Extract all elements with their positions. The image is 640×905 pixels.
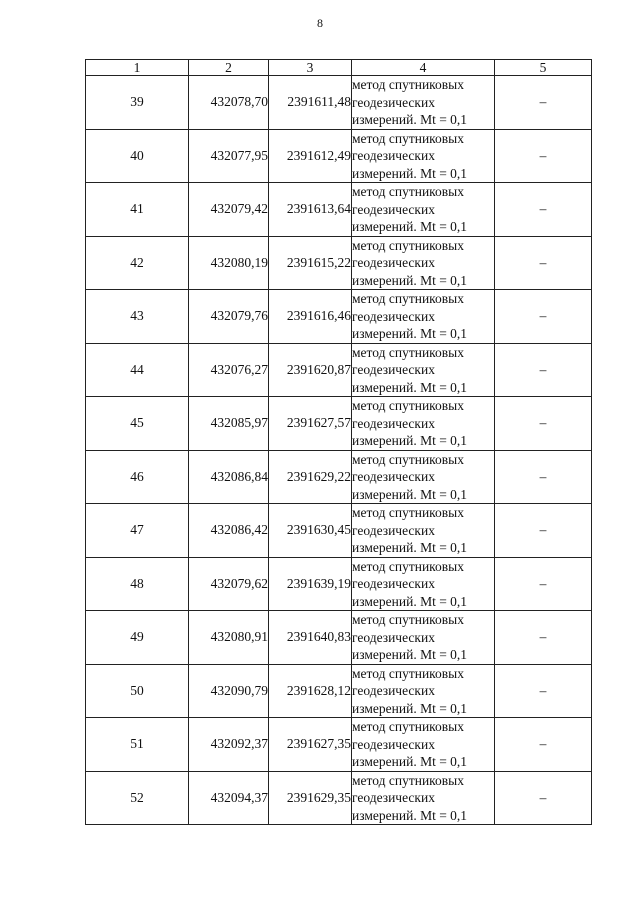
note-cell: – — [495, 76, 592, 130]
x-coordinate-cell: 432090,79 — [189, 664, 269, 718]
method-line: измерений. Mt = 0,1 — [352, 326, 468, 341]
method-line: метод спутниковых — [352, 772, 464, 788]
note-cell: – — [495, 771, 592, 825]
method-line: измерений. Mt = 0,1 — [352, 700, 468, 716]
method-line: измерений. Mt = 0,1 — [352, 807, 468, 823]
point-number-cell: 50 — [86, 664, 189, 718]
method-cell — [352, 236, 495, 290]
method-line: измерений. Mt = 0,1 — [352, 165, 468, 181]
x-coordinate-cell: 432085,97 — [189, 397, 269, 451]
method-line: метод спутниковых — [352, 665, 464, 681]
table-row — [86, 343, 592, 397]
point-number-cell: 44 — [86, 343, 189, 397]
point-number-cell: 41 — [86, 183, 189, 237]
method-line: измерений. Mt = 0,1 — [352, 647, 468, 662]
y-coordinate-cell: 2391627,35 — [269, 718, 352, 772]
method-cell — [352, 183, 495, 237]
table-row — [86, 611, 592, 665]
method-cell — [352, 504, 495, 558]
page-number: 8 — [317, 16, 323, 30]
method-cell — [352, 129, 495, 183]
note-cell: – — [495, 718, 592, 772]
coordinates-table — [85, 59, 592, 825]
table-row — [86, 450, 592, 504]
method-line: измерений. Mt = 0,1 — [352, 112, 468, 127]
note-cell: – — [495, 183, 592, 237]
x-coordinate-cell: 432079,76 — [189, 290, 269, 344]
method-line: метод спутниковых — [352, 398, 464, 413]
method-line: метод спутниковых — [352, 612, 464, 627]
note-cell: – — [495, 557, 592, 611]
point-number-cell: 39 — [86, 76, 189, 130]
point-number-cell: 47 — [86, 504, 189, 558]
table-row — [86, 504, 592, 558]
method-line: геодезических — [352, 255, 435, 270]
table-row — [86, 129, 592, 183]
method-line: метод спутниковых — [352, 558, 464, 574]
method-line: метод спутниковых — [352, 719, 464, 734]
note-cell: – — [495, 129, 592, 183]
table-row — [86, 664, 592, 718]
method-cell — [352, 771, 495, 825]
method-line: измерений. Mt = 0,1 — [352, 433, 468, 448]
point-number-cell: 48 — [86, 557, 189, 611]
note-cell: – — [495, 664, 592, 718]
method-line: геодезических — [352, 362, 435, 377]
x-coordinate-cell: 432080,19 — [189, 236, 269, 290]
method-line: измерений. Mt = 0,1 — [352, 754, 468, 769]
method-line: метод спутниковых — [352, 505, 464, 520]
method-cell — [352, 343, 495, 397]
method-line: измерений. Mt = 0,1 — [352, 593, 468, 609]
y-coordinate-cell: 2391629,35 — [269, 771, 352, 825]
method-line: геодезических — [352, 629, 435, 645]
x-coordinate-cell: 432080,91 — [189, 611, 269, 665]
table-row — [86, 771, 592, 825]
table-row — [86, 76, 592, 130]
method-line: измерений. Mt = 0,1 — [352, 219, 468, 234]
method-line: метод спутниковых — [352, 184, 464, 199]
method-line: геодезических — [352, 94, 435, 110]
y-coordinate-cell: 2391612,49 — [269, 129, 352, 183]
x-coordinate-cell: 432086,84 — [189, 450, 269, 504]
table-header-row — [86, 60, 592, 76]
method-line: геодезических — [352, 790, 435, 805]
y-coordinate-cell: 2391620,87 — [269, 343, 352, 397]
method-line: геодезических — [352, 522, 435, 538]
x-coordinate-cell: 432094,37 — [189, 771, 269, 825]
table-row — [86, 183, 592, 237]
method-cell — [352, 290, 495, 344]
x-coordinate-cell: 432086,42 — [189, 504, 269, 558]
method-line: измерений. Mt = 0,1 — [352, 486, 468, 502]
table-row — [86, 557, 592, 611]
column-header-5: 5 — [495, 60, 592, 76]
column-header-1: 1 — [86, 60, 189, 76]
table-row — [86, 397, 592, 451]
note-cell: – — [495, 290, 592, 344]
x-coordinate-cell: 432078,70 — [189, 76, 269, 130]
note-cell: – — [495, 504, 592, 558]
point-number-cell: 51 — [86, 718, 189, 772]
method-line: метод спутниковых — [352, 130, 464, 146]
x-coordinate-cell: 432077,95 — [189, 129, 269, 183]
method-line: измерений. Mt = 0,1 — [352, 540, 468, 555]
note-cell: – — [495, 236, 592, 290]
method-cell — [352, 557, 495, 611]
note-cell: – — [495, 450, 592, 504]
x-coordinate-cell: 432079,42 — [189, 183, 269, 237]
method-line: геодезических — [352, 148, 435, 163]
method-line: геодезических — [352, 415, 435, 431]
method-line: геодезических — [352, 576, 435, 591]
method-line: метод спутниковых — [352, 77, 464, 92]
y-coordinate-cell: 2391611,48 — [269, 76, 352, 130]
y-coordinate-cell: 2391613,64 — [269, 183, 352, 237]
column-header-4: 4 — [352, 60, 495, 76]
method-cell — [352, 397, 495, 451]
method-line: измерений. Mt = 0,1 — [352, 379, 468, 395]
y-coordinate-cell: 2391628,12 — [269, 664, 352, 718]
table-row — [86, 236, 592, 290]
y-coordinate-cell: 2391627,57 — [269, 397, 352, 451]
x-coordinate-cell: 432092,37 — [189, 718, 269, 772]
method-line: измерений. Mt = 0,1 — [352, 272, 468, 288]
method-cell — [352, 664, 495, 718]
column-header-3: 3 — [269, 60, 352, 76]
point-number-cell: 42 — [86, 236, 189, 290]
column-header-2: 2 — [189, 60, 269, 76]
method-cell — [352, 76, 495, 130]
method-cell — [352, 611, 495, 665]
x-coordinate-cell: 432076,27 — [189, 343, 269, 397]
method-line: геодезических — [352, 469, 435, 484]
table-row — [86, 290, 592, 344]
method-line: метод спутниковых — [352, 291, 464, 306]
x-coordinate-cell: 432079,62 — [189, 557, 269, 611]
point-number-cell: 46 — [86, 450, 189, 504]
point-number-cell: 45 — [86, 397, 189, 451]
method-cell — [352, 718, 495, 772]
point-number-cell: 52 — [86, 771, 189, 825]
method-line: геодезических — [352, 201, 435, 217]
method-cell — [352, 450, 495, 504]
y-coordinate-cell: 2391640,83 — [269, 611, 352, 665]
method-line: геодезических — [352, 736, 435, 752]
point-number-cell: 43 — [86, 290, 189, 344]
table-row — [86, 718, 592, 772]
method-line: геодезических — [352, 683, 435, 698]
table-body — [86, 76, 592, 825]
note-cell: – — [495, 343, 592, 397]
y-coordinate-cell: 2391629,22 — [269, 450, 352, 504]
method-line: геодезических — [352, 308, 435, 324]
method-line: метод спутниковых — [352, 451, 464, 467]
y-coordinate-cell: 2391630,45 — [269, 504, 352, 558]
method-line: метод спутниковых — [352, 344, 464, 360]
point-number-cell: 40 — [86, 129, 189, 183]
note-cell: – — [495, 611, 592, 665]
note-cell: – — [495, 397, 592, 451]
y-coordinate-cell: 2391615,22 — [269, 236, 352, 290]
y-coordinate-cell: 2391639,19 — [269, 557, 352, 611]
y-coordinate-cell: 2391616,46 — [269, 290, 352, 344]
method-line: метод спутниковых — [352, 237, 464, 253]
point-number-cell: 49 — [86, 611, 189, 665]
